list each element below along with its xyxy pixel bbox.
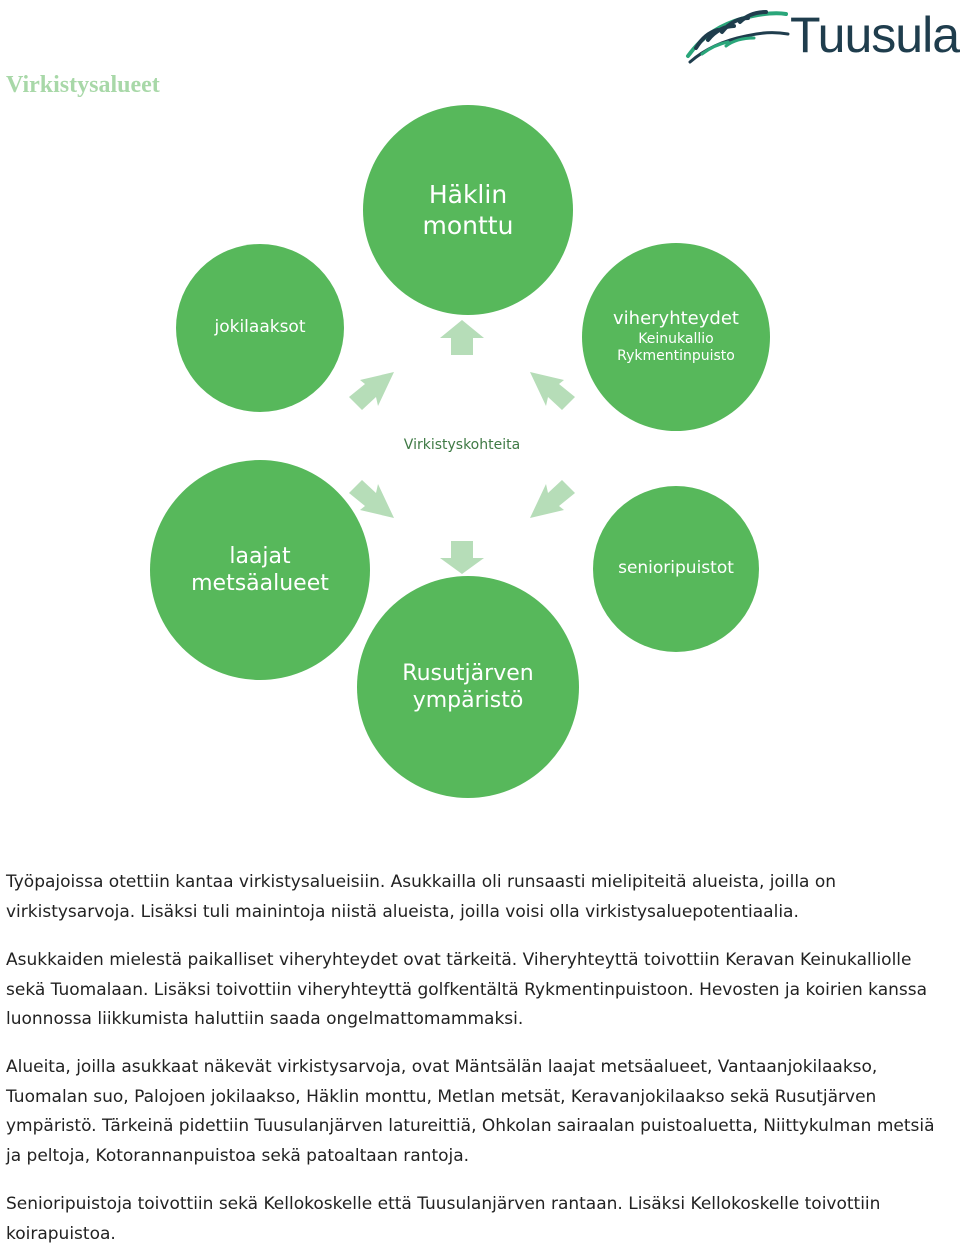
node-upper-right	[582, 243, 770, 431]
node-top	[363, 105, 573, 315]
arrow-lower-right	[530, 480, 575, 518]
node-upper-left	[176, 244, 344, 412]
node-lower-right	[593, 486, 759, 652]
arrow-upper-right	[530, 372, 575, 410]
paragraph-4: Senioripuistoja toivottiin sekä Kellokoskelle että Tuusulanjärven rantaan. Lisäksi Kellokoskelle toivottiin koirapuistoa.	[6, 1194, 881, 1244]
arrow-down	[440, 541, 484, 574]
node-lower-left-label: laajat metsäalueet	[191, 543, 329, 596]
paragraph-1: Työpajoissa otettiin kantaa virkistysalueisiin. Asukkailla oli runsaasti mielipiteitä alueista, joilla on virkistysarvoja. Lisäksi tuli mainintoja niistä alueista, joilla voisi olla virkistysaluepotentiaalia.	[6, 872, 837, 922]
node-upper-right-sub1: Keinukallio	[638, 330, 714, 347]
node-center-label: Virkistyskohteita	[403, 437, 521, 454]
node-upper-right-sub2: Rykmentinpuisto	[617, 348, 735, 365]
node-center	[376, 372, 548, 520]
paragraph-2: Asukkaiden mielestä paikalliset viheryhteydet ovat tärkeitä. Viheryhteyttä toivottiin Keravan Keinukalliolle sekä Tuomalaan. Lisäksi toivottiin viheryhteyttä golfkentältä Rykmentinpuistoon. Hevosten ja koirien kanssa luonnossa liikkumista haluttiin saada ongelmattomammaksi.	[6, 950, 928, 1030]
node-bottom	[357, 576, 579, 798]
arrow-up	[440, 320, 484, 355]
node-top-label: Häklin monttu	[422, 179, 514, 240]
node-upper-left-label: jokilaaksot	[214, 317, 306, 338]
node-upper-right-label: viheryhteydet	[613, 308, 739, 330]
paragraph-3: Alueita, joilla asukkaat näkevät virkistysarvoja, ovat Mäntsälän laajat metsäalueet, Vantaanjokilaakso, Tuomalan suo, Palojoen jokilaakso, Häklin monttu, Metlan metsät, Keravanjokilaakso sekä Rusutjärven ympäristö. Tärkeinä pidettiin Tuusulanjärven latureittiä, Ohkolan sairaalan puistoaluetta, Niittykulman metsiä ja peltoja, Kotorannanpuistoa sekä patoaltaan rantoja.	[6, 1057, 935, 1166]
node-lower-right-label: senioripuistot	[618, 558, 734, 579]
node-bottom-label: Rusutjärven ympäristö	[402, 660, 534, 713]
arrow-lower-left	[349, 480, 394, 518]
logo-wordmark: Tuusula	[790, 7, 960, 63]
node-lower-left	[150, 460, 370, 680]
page-heading: Virkistysalueet	[6, 72, 160, 98]
arrow-upper-left	[349, 372, 394, 410]
